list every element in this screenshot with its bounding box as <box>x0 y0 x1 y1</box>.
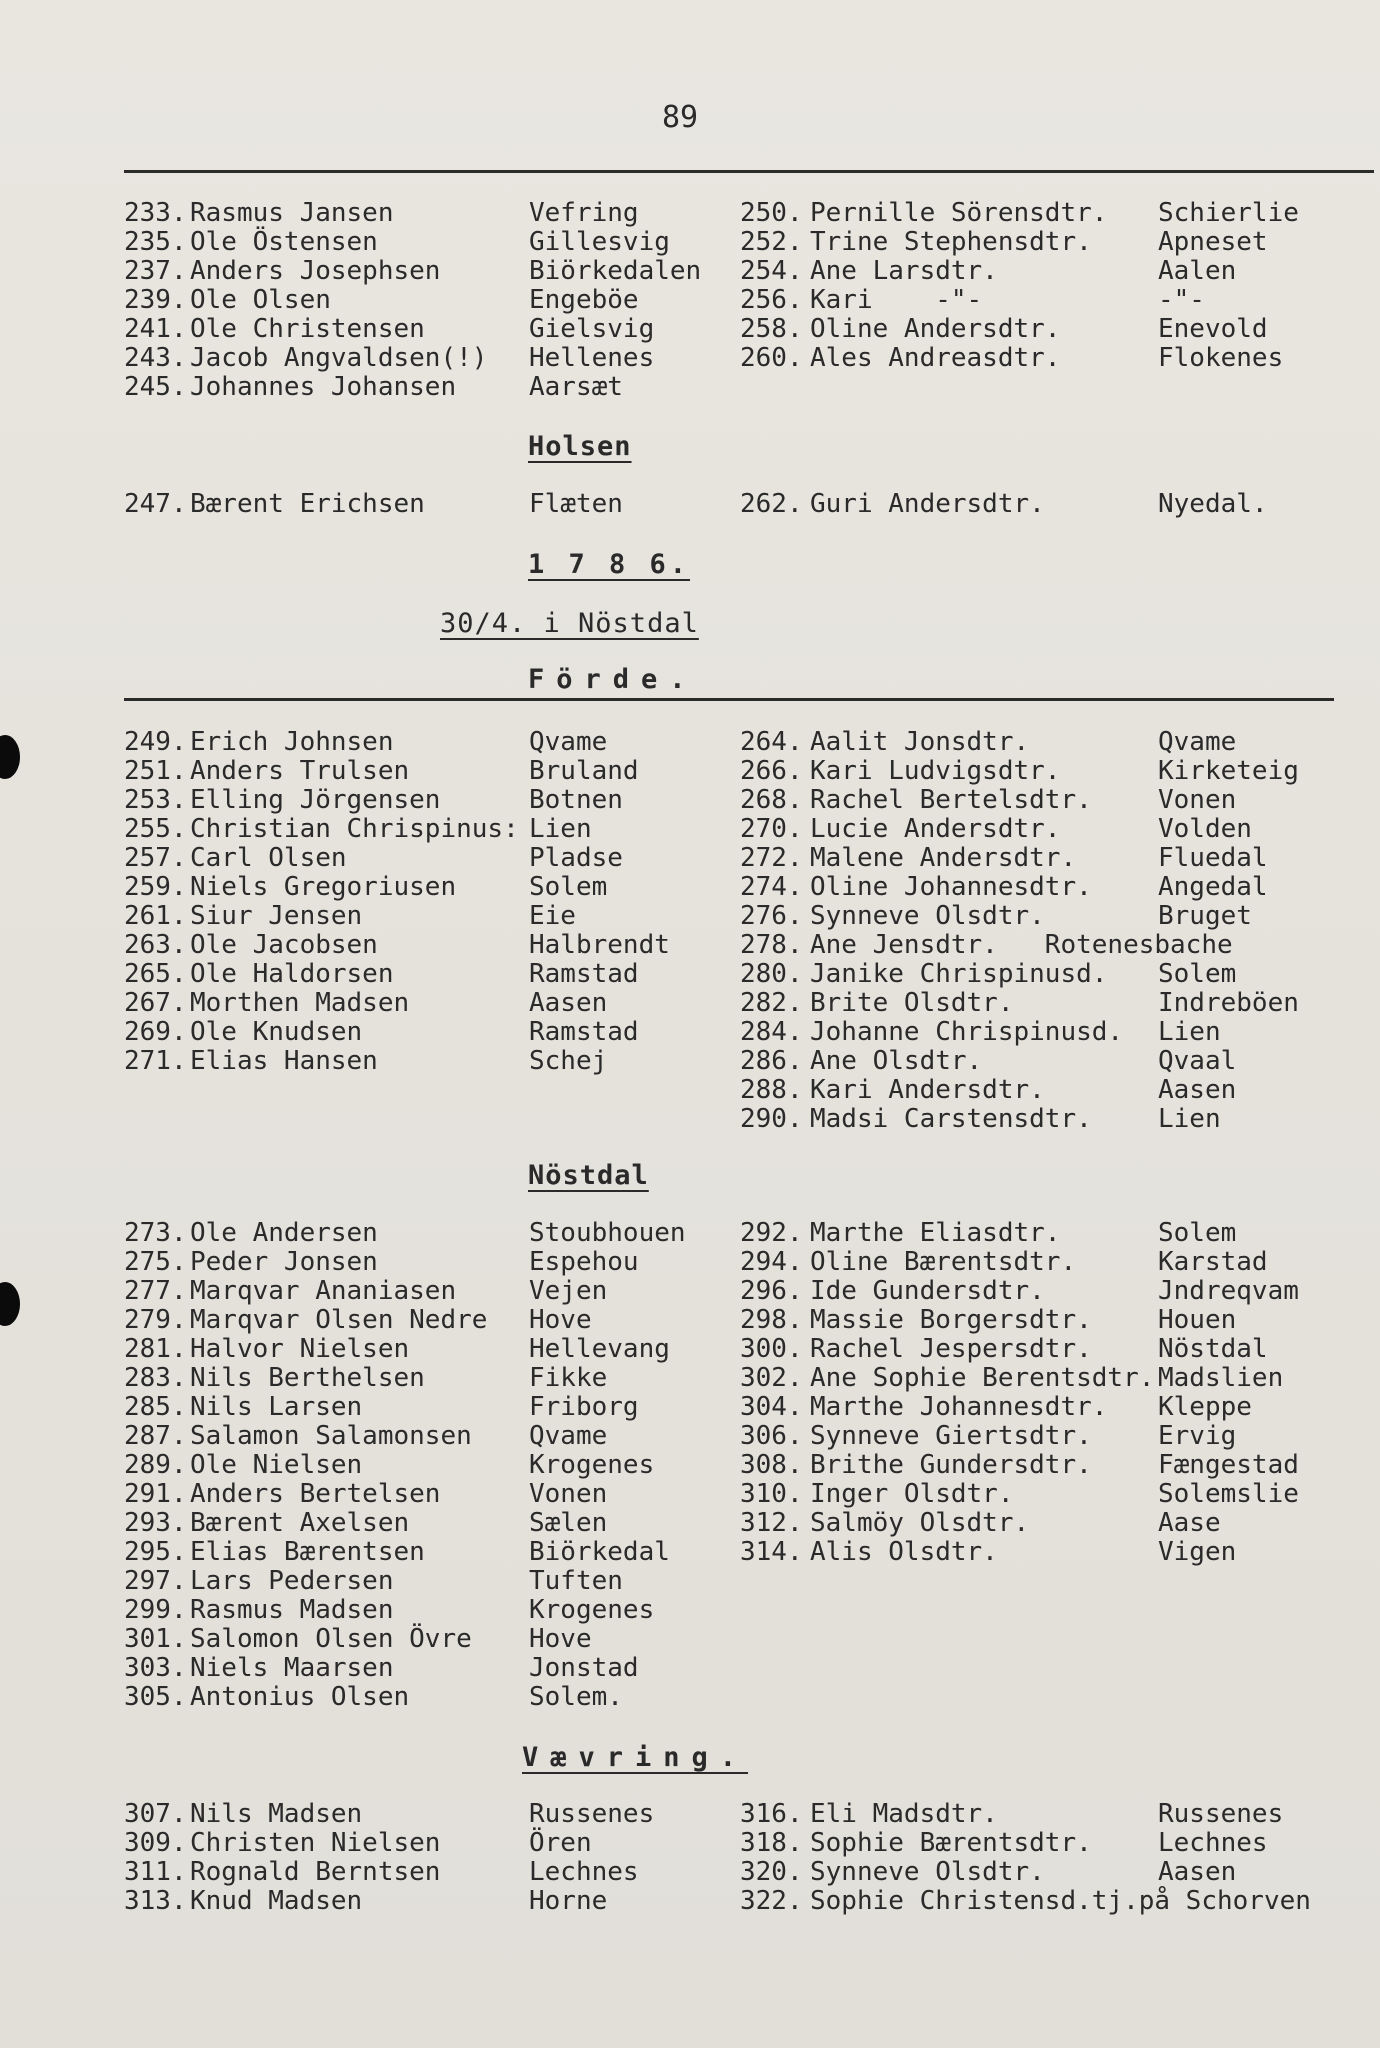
entry-num: 295. <box>124 1537 187 1567</box>
entry-place: Schierlie <box>1158 198 1299 228</box>
entry-num: 277. <box>124 1276 187 1306</box>
year-heading: 1 7 8 6. <box>528 549 691 580</box>
entry-name: Bærent Axelsen <box>190 1508 410 1538</box>
top-rule <box>124 170 1374 173</box>
entry-num: 294. <box>740 1247 803 1277</box>
entry-place: Gielsvig <box>529 314 655 344</box>
entry-place: Aarsæt <box>529 372 623 402</box>
entry-name: Lars Pedersen <box>190 1566 394 1596</box>
entry-name: Brite Olsdtr. <box>810 988 1014 1018</box>
entry-name: Carl Olsen <box>190 843 347 873</box>
entry-num: 256. <box>740 285 803 315</box>
entry-place: Vonen <box>1158 785 1237 815</box>
entry-name: Rasmus Madsen <box>190 1595 394 1625</box>
entry-name: Alis Olsdtr. <box>810 1537 998 1567</box>
entry-place: Lien <box>1158 1017 1221 1047</box>
entry-name: Peder Jonsen <box>190 1247 378 1277</box>
entry-num: 313. <box>124 1886 187 1916</box>
entry-name: Anders Bertelsen <box>190 1479 441 1509</box>
entry-place: Kirketeig <box>1158 756 1299 786</box>
entry-place: Vonen <box>529 1479 608 1509</box>
entry-place: Russenes <box>529 1799 655 1829</box>
entry-num: 301. <box>124 1624 187 1654</box>
entry-num: 276. <box>740 901 803 931</box>
entry-num: 283. <box>124 1363 187 1393</box>
entry-place: Eie <box>529 901 576 931</box>
entry-num: 245. <box>124 372 187 402</box>
entry-place: Fluedal <box>1158 843 1268 873</box>
entry-place: Aase <box>1158 1508 1221 1538</box>
entry-num: 305. <box>124 1682 187 1712</box>
entry-num: 286. <box>740 1046 803 1076</box>
entry-name: Marthe Eliasdtr. <box>810 1218 1061 1248</box>
entry-name: Ole Knudsen <box>190 1017 363 1047</box>
entry-num: 291. <box>124 1479 187 1509</box>
entry-num: 297. <box>124 1566 187 1596</box>
entry-name: Salamon Salamonsen <box>190 1421 472 1451</box>
entry-name: Brithe Gundersdtr. <box>810 1450 1092 1480</box>
entry-num: 249. <box>124 727 187 757</box>
entry-name: Eli Madsdtr. <box>810 1799 998 1829</box>
entry-name: Rachel Bertelsdtr. <box>810 785 1092 815</box>
entry-name: Synneve Olsdtr. <box>810 901 1045 931</box>
entry-num: 322. <box>740 1886 803 1916</box>
entry-name: Ole Haldorsen <box>190 959 394 989</box>
entry-name: Ide Gundersdtr. <box>810 1276 1045 1306</box>
entry-place: Hellenes <box>529 343 655 373</box>
entry-name: Rasmus Jansen <box>190 198 394 228</box>
entry-num: 247. <box>124 489 187 519</box>
entry-place: Pladse <box>529 843 623 873</box>
entry-name: Elias Hansen <box>190 1046 378 1076</box>
entry-num: 281. <box>124 1334 187 1364</box>
entry-name: Synneve Olsdtr. <box>810 1857 1045 1887</box>
entry-place: Hove <box>529 1305 592 1335</box>
entry-num: 300. <box>740 1334 803 1364</box>
entry-place: Madslien <box>1158 1363 1284 1393</box>
entry-name: Elias Bærentsen <box>190 1537 425 1567</box>
entry-name: Oline Andersdtr. <box>810 314 1061 344</box>
entry-place: Ramstad <box>529 959 639 989</box>
entry-name: Marqvar Olsen Nedre <box>190 1305 488 1335</box>
entry-name: Guri Andersdtr. <box>810 489 1045 519</box>
entry-place: Indreböen <box>1158 988 1299 1018</box>
entry-num: 252. <box>740 227 803 257</box>
entry-name: Rognald Berntsen <box>190 1857 441 1887</box>
entry-num: 272. <box>740 843 803 873</box>
entry-num: 282. <box>740 988 803 1018</box>
entry-num: 310. <box>740 1479 803 1509</box>
entry-name: Christen Nielsen <box>190 1828 441 1858</box>
entry-num: 320. <box>740 1857 803 1887</box>
entry-place: Kleppe <box>1158 1392 1252 1422</box>
holsen-heading: Holsen <box>528 431 632 462</box>
entry-num: 265. <box>124 959 187 989</box>
entry-num: 288. <box>740 1075 803 1105</box>
entry-place: Ören <box>529 1828 592 1858</box>
entry-num: 259. <box>124 872 187 902</box>
entry-num: 293. <box>124 1508 187 1538</box>
entry-name: Massie Borgersdtr. <box>810 1305 1092 1335</box>
entry-name: Morthen Madsen <box>190 988 410 1018</box>
entry-num: 266. <box>740 756 803 786</box>
entry-name: Ole Andersen <box>190 1218 378 1248</box>
entry-name: Marqvar Ananiasen <box>190 1276 457 1306</box>
entry-place: Ramstad <box>529 1017 639 1047</box>
entry-name: Janike Chrispinusd. <box>810 959 1108 989</box>
entry-place: Apneset <box>1158 227 1268 257</box>
entry-num: 306. <box>740 1421 803 1451</box>
entry-name: Halvor Nielsen <box>190 1334 410 1364</box>
entry-place: Flokenes <box>1158 343 1284 373</box>
entry-place: Vejen <box>529 1276 608 1306</box>
entry-num: 304. <box>740 1392 803 1422</box>
entry-num: 273. <box>124 1218 187 1248</box>
entry-num: 287. <box>124 1421 187 1451</box>
entry-num: 274. <box>740 872 803 902</box>
entry-num: 318. <box>740 1828 803 1858</box>
entry-num: 278. <box>740 930 803 960</box>
entry-place: Lien <box>529 814 592 844</box>
entry-name: Erich Johnsen <box>190 727 394 757</box>
entry-place: Friborg <box>529 1392 639 1422</box>
entry-num: 239. <box>124 285 187 315</box>
entry-name: Ole Jacobsen <box>190 930 378 960</box>
entry-num: 269. <box>124 1017 187 1047</box>
entry-place: Qvaal <box>1158 1046 1237 1076</box>
punch-hole <box>0 1282 20 1326</box>
entry-place: Solem <box>529 872 608 902</box>
entry-place: -"- <box>1158 285 1205 315</box>
entry-name: Pernille Sörensdtr. <box>810 198 1108 228</box>
entry-place: Qvame <box>529 1421 608 1451</box>
entry-place: Hove <box>529 1624 592 1654</box>
entry-place: Houen <box>1158 1305 1237 1335</box>
entry-name: Ole Östensen <box>190 227 378 257</box>
entry-place: Bruland <box>529 756 639 786</box>
entry-name: Inger Olsdtr. <box>810 1479 1014 1509</box>
entry-place: Russenes <box>1158 1799 1284 1829</box>
entry-place: Qvame <box>1158 727 1237 757</box>
forde-rule <box>124 698 1334 701</box>
entry-place: Solem. <box>529 1682 623 1712</box>
entry-num: 284. <box>740 1017 803 1047</box>
entry-name: Anders Josephsen <box>190 256 441 286</box>
entry-name: Ane Larsdtr. <box>810 256 998 286</box>
entry-num: 257. <box>124 843 187 873</box>
entry-num: 237. <box>124 256 187 286</box>
entry-place: Krogenes <box>529 1595 655 1625</box>
entry-name: Christian Chrispinus: <box>190 814 519 844</box>
entry-place: Sælen <box>529 1508 608 1538</box>
entry-place: Enevold <box>1158 314 1268 344</box>
entry-name: Ane Sophie Berentsdtr. <box>810 1363 1155 1393</box>
entry-num: 292. <box>740 1218 803 1248</box>
entry-name: Ole Olsen <box>190 285 331 315</box>
entry-num: 289. <box>124 1450 187 1480</box>
entry-place: Krogenes <box>529 1450 655 1480</box>
entry-num: 270. <box>740 814 803 844</box>
entry-name: Nils Berthelsen <box>190 1363 425 1393</box>
entry-num: 233. <box>124 198 187 228</box>
entry-place: Solemslie <box>1158 1479 1299 1509</box>
entry-place: Solem <box>1158 959 1237 989</box>
entry-place: Engeböe <box>529 285 639 315</box>
entry-num: 264. <box>740 727 803 757</box>
entry-num: 290. <box>740 1104 803 1134</box>
entry-num: 302. <box>740 1363 803 1393</box>
entry-name: Ole Christensen <box>190 314 425 344</box>
entry-place: Botnen <box>529 785 623 815</box>
entry-num: 275. <box>124 1247 187 1277</box>
entry-place: Vefring <box>529 198 639 228</box>
entry-place: Jndreqvam <box>1158 1276 1299 1306</box>
entry-num: 309. <box>124 1828 187 1858</box>
entry-name: Salomon Olsen Övre <box>190 1624 472 1654</box>
entry-name: Bærent Erichsen <box>190 489 425 519</box>
entry-name: Marthe Johannesdtr. <box>810 1392 1108 1422</box>
entry-name: Ane Jensdtr. Rotenesbache <box>810 930 1233 960</box>
entry-place: Qvame <box>529 727 608 757</box>
entry-name: Sophie Christensd.tj.på Schorven <box>810 1886 1311 1916</box>
entry-place: Espehou <box>529 1247 639 1277</box>
entry-name: Sophie Bærentsdtr. <box>810 1828 1092 1858</box>
entry-place: Halbrendt <box>529 930 670 960</box>
entry-num: 251. <box>124 756 187 786</box>
entry-name: Johannes Johansen <box>190 372 457 402</box>
entry-place: Angedal <box>1158 872 1268 902</box>
entry-name: Jacob Angvaldsen(!) <box>190 343 488 373</box>
entry-place: Biörkedalen <box>529 256 702 286</box>
entry-place: Aasen <box>1158 1075 1237 1105</box>
entry-num: 279. <box>124 1305 187 1335</box>
entry-name: Rachel Jespersdtr. <box>810 1334 1092 1364</box>
entry-name: Oline Bærentsdtr. <box>810 1247 1077 1277</box>
entry-place: Gillesvig <box>529 227 670 257</box>
entry-num: 267. <box>124 988 187 1018</box>
entry-num: 258. <box>740 314 803 344</box>
entry-name: Siur Jensen <box>190 901 363 931</box>
entry-place: Bruget <box>1158 901 1252 931</box>
entry-num: 280. <box>740 959 803 989</box>
entry-name: Lucie Andersdtr. <box>810 814 1061 844</box>
entry-place: Aalen <box>1158 256 1237 286</box>
entry-place: Karstad <box>1158 1247 1268 1277</box>
entry-place: Hellevang <box>529 1334 670 1364</box>
entry-num: 271. <box>124 1046 187 1076</box>
entry-place: Tuften <box>529 1566 623 1596</box>
entry-num: 311. <box>124 1857 187 1887</box>
entry-place: Jonstad <box>529 1653 639 1683</box>
entry-name: Kari -"- <box>810 285 983 315</box>
page-number: 89 <box>662 100 699 135</box>
nostdal-heading: Nöstdal <box>528 1160 649 1191</box>
entry-num: 261. <box>124 901 187 931</box>
entry-place: Fængestad <box>1158 1450 1299 1480</box>
entry-num: 250. <box>740 198 803 228</box>
entry-place: Lien <box>1158 1104 1221 1134</box>
entry-num: 307. <box>124 1799 187 1829</box>
entry-num: 314. <box>740 1537 803 1567</box>
entry-place: Biörkedal <box>529 1537 670 1567</box>
entry-num: 296. <box>740 1276 803 1306</box>
entry-place: Ervig <box>1158 1421 1237 1451</box>
entry-place: Vigen <box>1158 1537 1237 1567</box>
entry-name: Madsi Carstensdtr. <box>810 1104 1092 1134</box>
date-line: 30/4. i Nöstdal <box>440 608 699 639</box>
entry-num: 285. <box>124 1392 187 1422</box>
entry-num: 298. <box>740 1305 803 1335</box>
entry-num: 308. <box>740 1450 803 1480</box>
entry-place: Schej <box>529 1046 608 1076</box>
entry-place: Volden <box>1158 814 1252 844</box>
entry-name: Trine Stephensdtr. <box>810 227 1092 257</box>
entry-name: Oline Johannesdtr. <box>810 872 1092 902</box>
entry-name: Ole Nielsen <box>190 1450 363 1480</box>
entry-place: Horne <box>529 1886 608 1916</box>
punch-hole <box>0 735 20 779</box>
entry-name: Ane Olsdtr. <box>810 1046 983 1076</box>
entry-place: Fikke <box>529 1363 608 1393</box>
entry-num: 255. <box>124 814 187 844</box>
entry-num: 243. <box>124 343 187 373</box>
entry-name: Knud Madsen <box>190 1886 363 1916</box>
entry-name: Antonius Olsen <box>190 1682 410 1712</box>
entry-num: 253. <box>124 785 187 815</box>
entry-place: Nyedal. <box>1158 489 1268 519</box>
entry-name: Salmöy Olsdtr. <box>810 1508 1030 1538</box>
entry-place: Nöstdal <box>1158 1334 1268 1364</box>
entry-name: Nils Larsen <box>190 1392 363 1422</box>
entry-num: 262. <box>740 489 803 519</box>
entry-num: 241. <box>124 314 187 344</box>
entry-place: Aasen <box>1158 1857 1237 1887</box>
entry-name: Johanne Chrispinusd. <box>810 1017 1124 1047</box>
entry-place: Solem <box>1158 1218 1237 1248</box>
entry-name: Niels Maarsen <box>190 1653 394 1683</box>
entry-place: Stoubhouen <box>529 1218 686 1248</box>
entry-num: 316. <box>740 1799 803 1829</box>
entry-place: Flæten <box>529 489 623 519</box>
entry-place: Aasen <box>529 988 608 1018</box>
forde-heading: Förde. <box>528 664 698 695</box>
entry-name: Niels Gregoriusen <box>190 872 457 902</box>
entry-name: Ales Andreasdtr. <box>810 343 1061 373</box>
entry-name: Malene Andersdtr. <box>810 843 1077 873</box>
entry-num: 260. <box>740 343 803 373</box>
vaevring-heading: Vævring. <box>522 1742 749 1773</box>
entry-num: 235. <box>124 227 187 257</box>
entry-name: Anders Trulsen <box>190 756 410 786</box>
entry-name: Kari Ludvigsdtr. <box>810 756 1061 786</box>
entry-name: Elling Jörgensen <box>190 785 441 815</box>
entry-name: Synneve Giertsdtr. <box>810 1421 1092 1451</box>
entry-num: 312. <box>740 1508 803 1538</box>
entry-name: Nils Madsen <box>190 1799 363 1829</box>
entry-name: Kari Andersdtr. <box>810 1075 1045 1105</box>
entry-num: 299. <box>124 1595 187 1625</box>
entry-name: Aalit Jonsdtr. <box>810 727 1030 757</box>
entry-num: 263. <box>124 930 187 960</box>
entry-place: Lechnes <box>529 1857 639 1887</box>
entry-num: 268. <box>740 785 803 815</box>
entry-num: 254. <box>740 256 803 286</box>
entry-place: Lechnes <box>1158 1828 1268 1858</box>
entry-num: 303. <box>124 1653 187 1683</box>
